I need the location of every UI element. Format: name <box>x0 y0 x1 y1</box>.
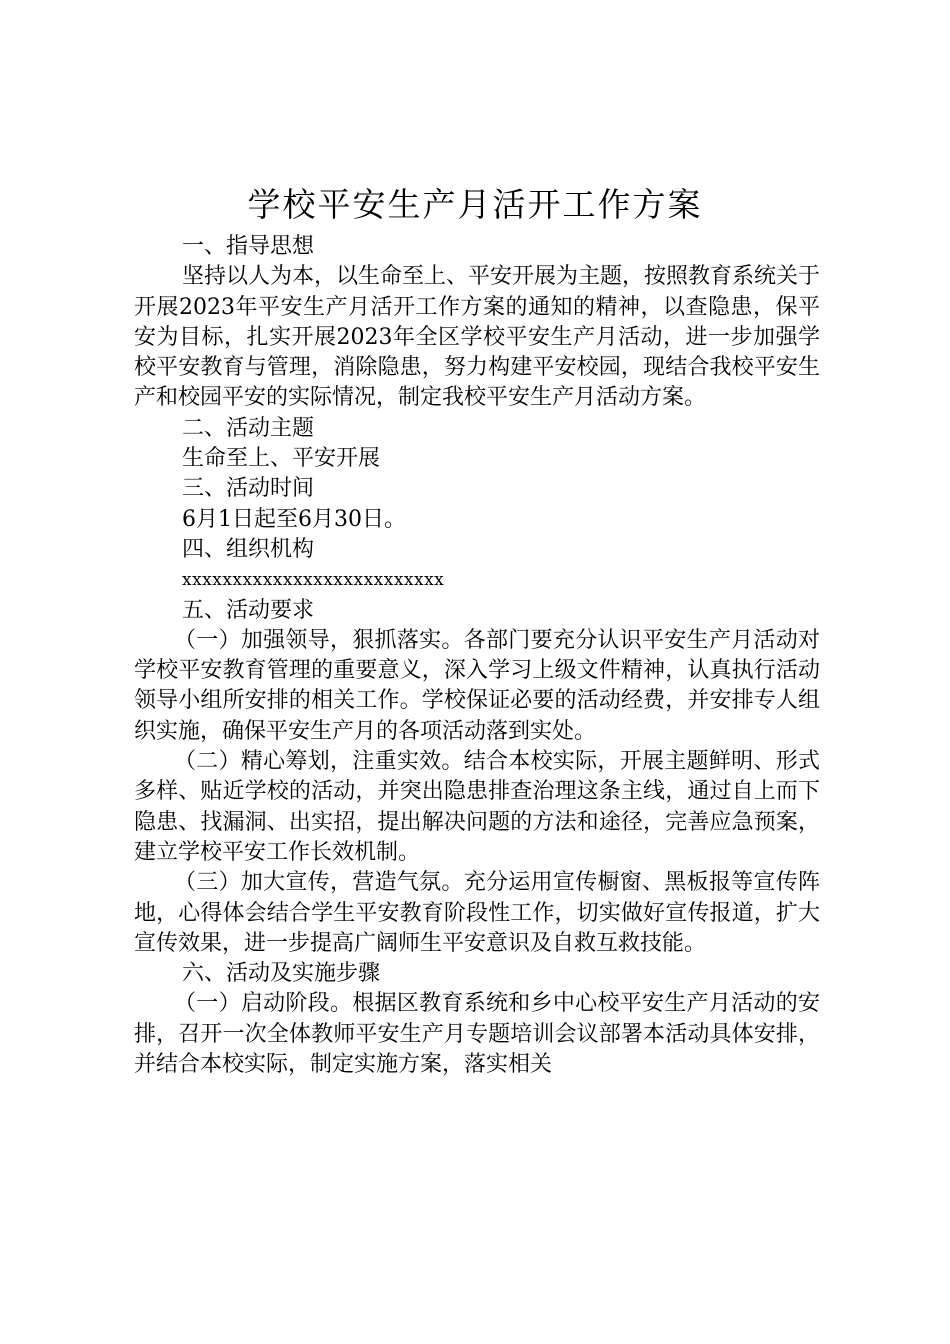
section-3-text: 6月1日起至6月30日。 <box>182 506 406 532</box>
section-6-paragraph-1: （一）启动阶段。根据区教育系统和乡中心校平安生产月活动的安排，召开一次全体教师平安生产月专题培训会议部署本活动具体安排，并结合本校实际，制定实施方案，落实相关 <box>134 991 820 1078</box>
section-2-heading: 二、活动主题 <box>182 415 315 441</box>
section-1-paragraph: 坚持以人为本，以生命至上、平安开展为主题，按照教育系统关于开展2023年平安生产月活开工作方案的通知的精神，以查隐患，保平安为目标，扎实开展2023年全区学校平安生产月活动，进一步加强学校平安教育与管理，消除隐患，努力构建平安校园，现结合我校平安生产和校园平安的实际情况，制定我校平安生产月活动方案。 <box>134 264 821 411</box>
section-3-heading: 三、活动时间 <box>182 476 315 502</box>
section-5-paragraph-2: （二）精心筹划，注重实效。结合本校实际，开展主题鲜明、形式多样、贴近学校的活动，并突出隐患排查治理这条主线，通过自上而下隐患、找漏洞、出实招，提出解决问题的方法和途径，完善应急预案，建立学校平安工作长效机制。 <box>134 749 820 865</box>
document-title: 学校平安生产月活开工作方案 <box>247 185 703 224</box>
section-6-heading: 六、活动及实施步骤 <box>182 961 381 987</box>
section-2-text: 生命至上、平安开展 <box>182 446 381 472</box>
section-5-paragraph-3: （三）加大宣传，营造气氛。充分运用宣传橱窗、黑板报等宣传阵地，心得体会结合学生平安教育阶段性工作，切实做好宣传报道，扩大宣传效果，进一步提高广阔师生平安意识及自救互救技能。 <box>134 870 820 956</box>
section-5-heading: 五、活动要求 <box>182 597 315 623</box>
section-4-heading: 四、组织机构 <box>182 536 315 562</box>
section-1-heading: 一、指导思想 <box>182 234 315 259</box>
document-body <box>134 232 820 1080</box>
section-5-paragraph-1: （一）加强领导，狠抓落实。各部门要充分认识平安生产月活动对学校平安教育管理的重要意义，深入学习上级文件精神，认真执行活动领导小组所安排的相关工作。学校保证必要的活动经费，并安排专人组织实施，确保平安生产月的各项活动落到实处。 <box>134 627 820 744</box>
section-4-text: xxxxxxxxxxxxxxxxxxxxxxxxxx <box>182 570 445 591</box>
